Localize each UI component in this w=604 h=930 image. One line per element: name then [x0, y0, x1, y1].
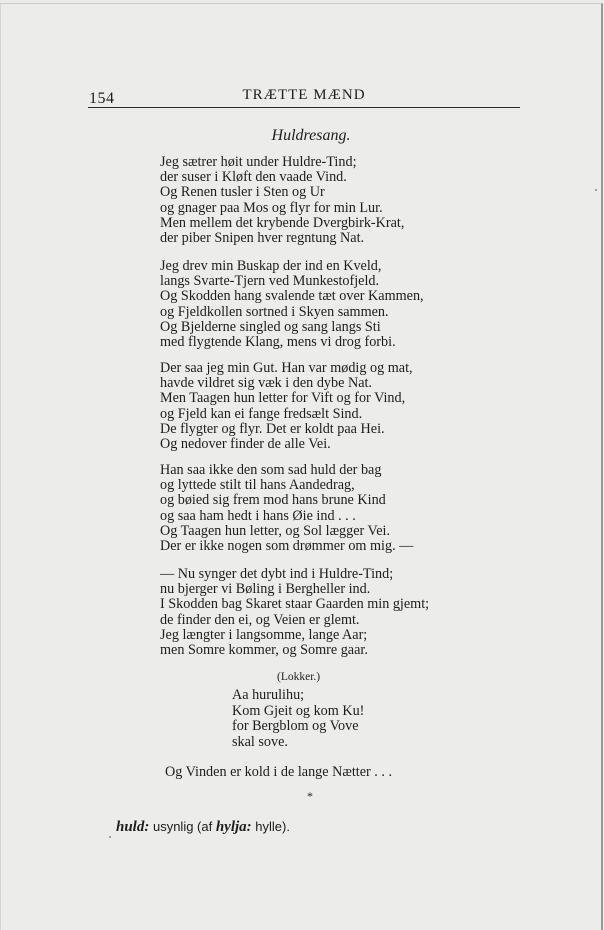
footnote	[116, 819, 290, 836]
verse-line: og bøied sig frem mod hans brune Kind	[160, 492, 386, 509]
verse-line: Og Taagen hun letter, og Sol lægger Vei.	[160, 522, 390, 539]
verse-line: med flygtende Klang, mens vi drog forbi.	[160, 334, 396, 351]
poem-title: Huldresang.	[271, 127, 351, 144]
verse-line: og Fjeld kan ei fange fredsælt Sind.	[160, 405, 363, 422]
section-separator-asterisk: *	[307, 789, 313, 803]
verse-line: og lyttede stilt til hans Aandedrag,	[160, 477, 355, 494]
verse-line: Men mellem det krybende Dvergbirk-Krat,	[160, 214, 405, 231]
verse-line: nu bjerger vi Bøling i Bergheller ind.	[160, 581, 371, 598]
verse-line: Og Skodden hang svalende tæt over Kammen,	[160, 288, 424, 305]
verse-line: Og Bjelderne singled og sang langs Sti	[160, 318, 381, 335]
verse-line: Der er ikke nogen som drømmer om mig. —	[160, 538, 414, 555]
refrain-line: Aa hurulihu;	[232, 687, 305, 703]
refrain	[232, 688, 364, 750]
verse-line: Jeg sætrer høit under Huldre-Tind;	[160, 154, 357, 170]
footnote-definition-pre: usynlig (af	[149, 819, 216, 834]
refrain-line: skal sove.	[232, 733, 288, 750]
stanza-1	[160, 155, 404, 246]
stanza-3	[160, 361, 413, 452]
verse-line: Og nedover finder de alle Vei.	[160, 436, 331, 453]
refrain-line: for Bergblom og Vove	[232, 718, 359, 735]
verse-line: de finder den ei, og Veien er glemt.	[160, 611, 360, 628]
running-head: TRÆTTE MÆND	[242, 87, 366, 103]
verse-line: og Fjeldkollen sortned i Skyen sammen.	[160, 303, 389, 320]
stanza-2	[160, 259, 424, 350]
stanza-5	[160, 567, 429, 658]
stanza-4	[160, 463, 413, 554]
footnote-term: huld:	[116, 819, 150, 835]
paper-speck	[595, 189, 597, 191]
book-page	[0, 3, 603, 930]
verse-line: langs Svarte-Tjern ved Munkestofjeld.	[160, 273, 380, 290]
verse-line: I Skodden bag Skaret staar Gaarden min gjemt;	[160, 596, 430, 613]
verse-line: Jeg længter i langsomme, lange Aar;	[160, 626, 368, 643]
footnote-source-term: hylja:	[215, 819, 252, 835]
paper-speck	[109, 836, 111, 838]
verse-line: Han saa ikke den som sad huld der bag	[160, 462, 382, 478]
verse-line: — Nu synger det dybt ind i Huldre-Tind;	[160, 566, 394, 582]
stage-direction: (Lokker.)	[277, 671, 321, 683]
verse-line: der piber Snipen hver regntung Nat.	[160, 230, 365, 247]
verse-line: og saa ham hedt i hans Øie ind . . .	[160, 507, 356, 524]
verse-line: der suser i Kløft den vaade Vind.	[160, 169, 347, 186]
page-number: 154	[89, 90, 115, 107]
closing-line: Og Vinden er kold i de lange Nætter . . .	[165, 764, 393, 780]
verse-line: men Somre kommer, og Somre gaar.	[160, 642, 368, 659]
verse-line: Jeg drev min Buskap der ind en Kveld,	[160, 258, 382, 274]
verse-line: Men Taagen hun letter for Vift og for Vind,	[160, 390, 406, 407]
footnote-definition-post: hylle).	[251, 819, 290, 834]
refrain-line: Kom Gjeit og kom Ku!	[232, 702, 365, 719]
page-header	[88, 87, 520, 108]
verse-line: havde vildret sig væk i den dybe Nat.	[160, 375, 372, 392]
verse-line: Og Renen tusler i Sten og Ur	[160, 184, 325, 201]
verse-line: Der saa jeg min Gut. Han var mødig og mat,	[160, 360, 413, 376]
verse-line: og gnager paa Mos og flyr for min Lur.	[160, 199, 383, 216]
verse-line: De flygter og flyr. Det er koldt paa Hei.	[160, 420, 385, 437]
